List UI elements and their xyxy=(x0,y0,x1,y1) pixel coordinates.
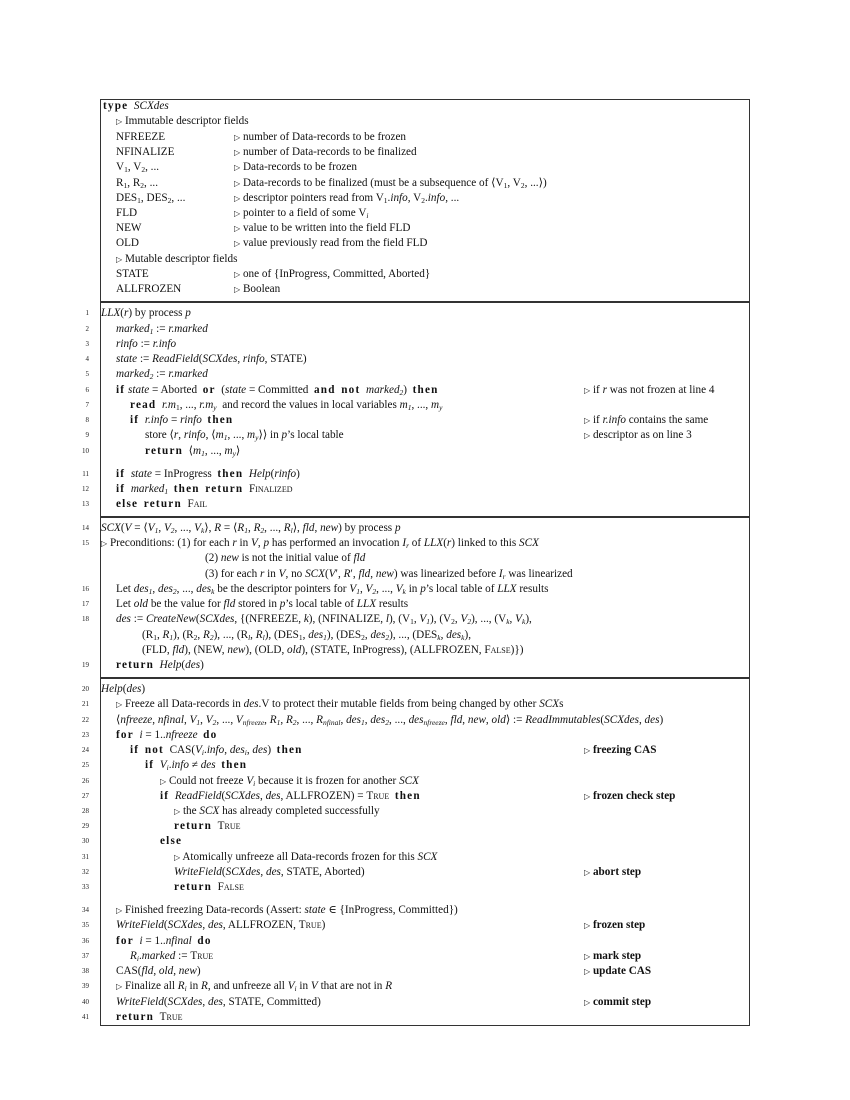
line-number: 10 xyxy=(82,447,89,455)
line-code: ⟨nfreeze, nfinal, $V_1$, $V_2$, ..., $V_{nfreeze}$, $R_1$, $R_2$, ..., $R_{nfinal}$, des$_1$, des$_2$, ..., des$_{nfreeze}$, fld, new, old⟩ := ReadImmutables(SCXdes, des) xyxy=(116,714,664,727)
llx-line xyxy=(0,352,850,367)
immutable-field xyxy=(0,176,850,191)
line-number: 6 xyxy=(85,386,89,394)
llx-line xyxy=(0,497,850,512)
line-code: $R_i.marked$ := True xyxy=(130,950,214,963)
line-code: ▷ Mutable descriptor fields xyxy=(116,253,238,265)
line-number: 20 xyxy=(82,685,89,693)
help-line xyxy=(0,850,850,865)
help-line xyxy=(0,743,850,758)
immutable-field xyxy=(0,236,850,251)
line-number: 33 xyxy=(82,883,89,891)
line-number: 28 xyxy=(82,807,89,815)
line-code: if r.info = rinfo then xyxy=(130,414,234,426)
llx-line xyxy=(0,428,850,443)
line-comment: ▷ number of Data-records to be finalized xyxy=(234,146,417,159)
line-code: (3) for each r in V, no SCX(V′, R′, fld, new) was linearized before $I_r$ was linearized xyxy=(205,568,573,581)
line-number: 38 xyxy=(82,967,89,975)
line-code: $R_1$, $R_2$, ... xyxy=(116,176,159,190)
help-line xyxy=(0,1010,850,1025)
scx-line xyxy=(0,643,850,658)
line-number: 31 xyxy=(82,853,89,861)
mutable-label xyxy=(0,252,850,267)
line-number: 18 xyxy=(82,615,89,623)
line-comment: ▷ Boolean xyxy=(234,283,281,296)
line-number: 22 xyxy=(82,716,89,724)
scx-line xyxy=(0,567,850,582)
line-number: 39 xyxy=(82,982,89,990)
line-number: 36 xyxy=(82,937,89,945)
line-comment: ▷ commit step xyxy=(584,996,652,1008)
line-code: WriteField(SCXdes, des, STATE, Committed) xyxy=(116,996,321,1008)
help-line xyxy=(0,834,850,849)
mutable-field xyxy=(0,267,850,282)
line-number: 1 xyxy=(85,309,89,317)
line-code: ($R_1$, $R_1$), ($R_2$, $R_2$), ..., ($R_l$, $R_l$), ($DES_1$, des$_1$), ($DES_2$, des$_2$), ..., ($DES_k$, des$_k$), xyxy=(142,629,472,642)
line-code: Let des$_1$, des$_2$, ..., des$_k$ be the descriptor pointers for $V_1$, $V_2$, ..., $V_k$ in p’s local table of LLX results xyxy=(116,583,549,596)
help-line xyxy=(0,713,850,728)
line-comment: ▷ abort step xyxy=(584,866,642,878)
immutable-field xyxy=(0,160,850,175)
line-number: 11 xyxy=(82,470,89,478)
line-code: ▷ Finished freezing Data-records (Assert: state ∈ {InProgress, Committed}) xyxy=(116,904,458,916)
line-code: FLD xyxy=(116,207,138,219)
line-code: WriteField(SCXdes, des, STATE, Aborted) xyxy=(174,866,365,878)
help-line xyxy=(0,880,850,895)
llx-line xyxy=(0,383,850,398)
line-code: for i = 1..nfinal do xyxy=(116,935,212,947)
line-code: return $⟨m_1$, ..., $m_y⟩$ xyxy=(145,445,241,458)
line-number: 13 xyxy=(82,500,89,508)
line-code: marked$_2$ := r.marked xyxy=(116,368,208,381)
line-number: 23 xyxy=(82,731,89,739)
line-code: $DES_1$, $DES_2$, ... xyxy=(116,191,186,205)
line-number: 17 xyxy=(82,600,89,608)
line-code: NFREEZE xyxy=(116,131,166,143)
line-number: 34 xyxy=(82,906,89,914)
line-code: ▷ Preconditions: (1) for each r in V, p has performed an invocation $I_r$ of LLX(r) linked to this SCX xyxy=(101,537,539,550)
line-code: ▷ Freeze all Data-records in des.V to protect their mutable fields from being changed by other SCXs xyxy=(116,698,564,710)
line-number: 37 xyxy=(82,952,89,960)
line-code: else return Fail xyxy=(116,498,208,510)
line-comment: ▷ frozen check step xyxy=(584,790,676,802)
line-number: 41 xyxy=(82,1013,89,1021)
line-code: else xyxy=(160,835,183,847)
line-comment: ▷ Data-records to be frozen xyxy=(234,161,357,174)
llx-line xyxy=(0,398,850,413)
llx-line xyxy=(0,467,850,482)
line-code: if not $CAS(V_i.info$, des$_i$, des) then xyxy=(130,744,303,757)
line-number: 16 xyxy=(82,585,89,593)
line-number: 29 xyxy=(82,822,89,830)
line-code: for i = 1..nfreeze do xyxy=(116,729,218,741)
line-number: 8 xyxy=(85,416,89,424)
line-comment: ▷ descriptor pointers read from $V_1.info$, $V_2.info$, ... xyxy=(234,191,460,205)
line-comment: ▷ mark step xyxy=(584,950,642,962)
immutable-field xyxy=(0,206,850,221)
mutable-field xyxy=(0,282,850,297)
llx-line xyxy=(0,367,850,382)
immutable-field xyxy=(0,221,850,236)
line-code: type SCXdes xyxy=(103,100,169,112)
scx-line xyxy=(0,658,850,673)
line-code: des := CreateNew(SCXdes, {(NFREEZE, k), (NFINALIZE, l), ($V_1$, $V_1$), ($V_2$, $V_2$), ..., ($V_k$, $V_k$), xyxy=(116,613,532,626)
line-code: ▷ Atomically unfreeze all Data-records frozen for this SCX xyxy=(174,851,438,863)
line-code: return False xyxy=(174,881,244,893)
line-code: return True xyxy=(116,1011,183,1023)
line-code: if $V_i.info$ ≠ des then xyxy=(145,759,248,772)
help-line xyxy=(0,789,850,804)
help-line xyxy=(0,819,850,834)
line-comment: ▷ frozen step xyxy=(584,919,646,931)
line-number: 35 xyxy=(82,921,89,929)
scx-line xyxy=(0,582,850,597)
immutable-label xyxy=(0,114,850,129)
line-comment: ▷ one of {InProgress, Committed, Aborted} xyxy=(234,268,431,280)
line-number: 2 xyxy=(85,325,89,333)
line-comment: ▷ value previously read from the field FLD xyxy=(234,237,428,250)
line-code: read $r.m_1$, ..., $r.m_y$ and record the values in local variables $m_1$, ..., $m_y$ xyxy=(130,399,443,412)
help-line xyxy=(0,758,850,773)
scx-line xyxy=(0,628,850,643)
llx-line xyxy=(0,444,850,459)
help-line xyxy=(0,774,850,789)
line-code: ▷ the SCX has already completed successfully xyxy=(174,805,380,817)
line-code: STATE xyxy=(116,268,149,280)
line-number: 40 xyxy=(82,998,89,1006)
help-line xyxy=(0,865,850,880)
help-line xyxy=(0,682,850,697)
line-code: Let old be the value for fld stored in p’s local table of LLX results xyxy=(116,598,409,610)
llx-line xyxy=(0,337,850,352)
line-code: return True xyxy=(174,820,241,832)
line-code: if state = InProgress then Help(rinfo) xyxy=(116,468,300,480)
help-line xyxy=(0,964,850,979)
line-number: 12 xyxy=(82,485,89,493)
line-number: 26 xyxy=(82,777,89,785)
line-code: if marked$_1$ then return Finalized xyxy=(116,483,293,496)
line-code: NFINALIZE xyxy=(116,146,175,159)
line-number: 25 xyxy=(82,761,89,769)
typedef-header xyxy=(0,99,850,114)
line-number: 15 xyxy=(82,539,89,547)
line-code: marked$_1$ := r.marked xyxy=(116,323,208,336)
line-code: if state = Aborted or (state = Committed and not marked$_2$) then xyxy=(116,384,439,397)
line-code: Help(des) xyxy=(101,683,146,695)
llx-line xyxy=(0,322,850,337)
line-code: (FLD, fld), (NEW, new), (OLD, old), (STATE, InProgress), (ALLFROZEN, False)}) xyxy=(142,644,524,656)
help-line xyxy=(0,918,850,933)
line-code: LLX(r) by process p xyxy=(101,307,191,319)
line-code: OLD xyxy=(116,237,139,250)
line-comment: ▷ if r.info contains the same xyxy=(584,414,709,426)
line-number: 19 xyxy=(82,661,89,669)
line-number: 21 xyxy=(82,700,89,708)
line-code: if ReadField(SCXdes, des, ALLFROZEN) = True then xyxy=(160,790,421,802)
line-number: 4 xyxy=(85,355,89,363)
line-code: state := ReadField(SCXdes, rinfo, STATE) xyxy=(116,353,307,365)
scx-line xyxy=(0,536,850,551)
line-number: 5 xyxy=(85,370,89,378)
scx-line xyxy=(0,612,850,627)
line-code: NEW xyxy=(116,222,142,235)
line-comment: ▷ Data-records to be finalized (must be a subsequence of $⟨V_1$, $V_2$, ...⟩) xyxy=(234,176,547,190)
line-comment: ▷ number of Data-records to be frozen xyxy=(234,131,407,143)
line-number: 7 xyxy=(85,401,89,409)
line-number: 3 xyxy=(85,340,89,348)
line-code: $SCX(V = ⟨V_1$, $V_2$, ..., $V_k⟩$, $R = ⟨R_1$, $R_2$, ..., $R_l⟩$, fld, new) by process p xyxy=(101,522,401,535)
llx-line xyxy=(0,413,850,428)
line-comment: ▷ if r was not frozen at line 4 xyxy=(584,384,715,396)
help-line xyxy=(0,903,850,918)
line-comment: ▷ value to be written into the field FLD xyxy=(234,222,411,235)
help-line xyxy=(0,979,850,994)
scx-line xyxy=(0,551,850,566)
immutable-field xyxy=(0,191,850,206)
line-code: return Help(des) xyxy=(116,659,204,671)
line-comment: ▷ update CAS xyxy=(584,965,652,977)
scx-line xyxy=(0,521,850,536)
line-code: WriteField(SCXdes, des, ALLFROZEN, True) xyxy=(116,919,326,931)
line-code: store ⟨r, rinfo, $⟨m_1$, ..., $m_y⟩⟩$ in p’s local table xyxy=(145,429,344,442)
help-line xyxy=(0,728,850,743)
line-code: CAS(fld, old, new) xyxy=(116,965,201,977)
line-number: 14 xyxy=(82,524,89,532)
line-number: 24 xyxy=(82,746,89,754)
immutable-field xyxy=(0,130,850,145)
help-line xyxy=(0,804,850,819)
line-code: rinfo := r.info xyxy=(116,338,177,350)
immutable-field xyxy=(0,145,850,160)
line-number: 27 xyxy=(82,792,89,800)
line-code: ▷ Immutable descriptor fields xyxy=(116,115,249,127)
scx-line xyxy=(0,597,850,612)
line-code: (2) new is not the initial value of fld xyxy=(205,552,366,564)
line-code: ▷ Could not freeze $V_i$ because it is frozen for another SCX xyxy=(160,775,419,788)
llx-line xyxy=(0,306,850,321)
line-code: ALLFROZEN xyxy=(116,283,182,296)
help-line xyxy=(0,995,850,1010)
line-code: ▷ Finalize all $R_i$ in R, and unfreeze all $V_i$ in V that are not in R xyxy=(116,980,393,993)
line-number: 9 xyxy=(85,431,89,439)
line-code: $V_1$, $V_2$, ... xyxy=(116,161,160,175)
help-line xyxy=(0,697,850,712)
line-comment: ▷ pointer to a field of some $V_i$ xyxy=(234,207,369,220)
llx-line xyxy=(0,482,850,497)
line-number: 32 xyxy=(82,868,89,876)
line-comment: ▷ freezing CAS xyxy=(584,744,657,756)
line-comment: ▷ descriptor as on line 3 xyxy=(584,429,692,441)
line-number: 30 xyxy=(82,837,89,845)
help-line xyxy=(0,949,850,964)
help-line xyxy=(0,934,850,949)
